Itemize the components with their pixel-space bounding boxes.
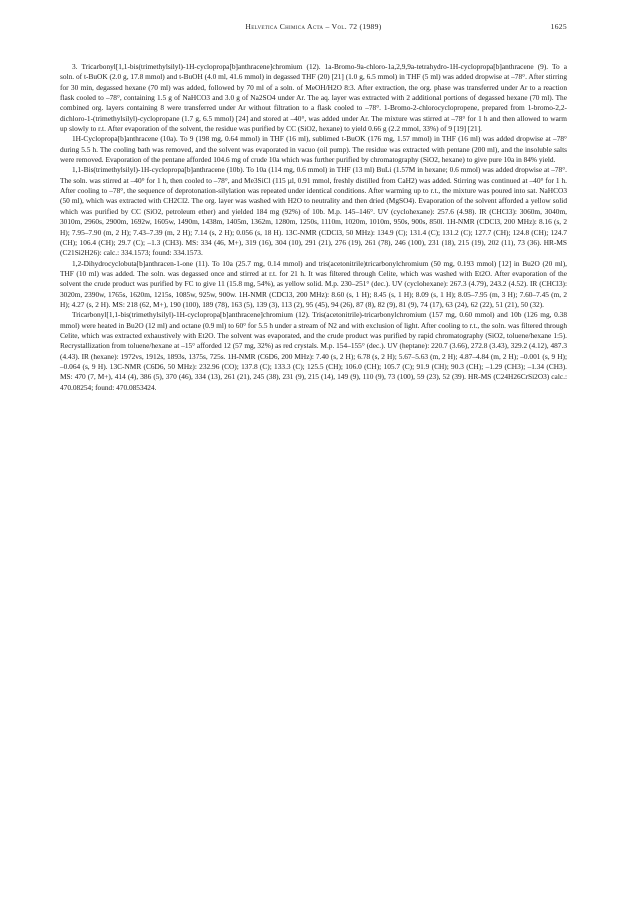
paragraph-compound-12: Tricarbonyl[1,1-bis(trimethylsilyl)-1H-cyclopropa[b]anthracene]chromium (12). Tris(acetonitrile)-tricarbonylchromium (157 mg, 0.60 mmol) and 10b (126 mg, 0.38 mmol) were heated in Bu2O (12 ml) and octane (0.9 ml) to 60° for 5.5 h under a stream of N2 and with exclusion of light. After cooling to r.t., the soln. was filtered through Celite, which was extracted exhaustively with Et2O. The solvent was evaporated, and the crude product was purified by rapid chromatography (SiO2, toluene/hexane 1:5). Recrystallization from toluene/hexane at –15° afforded 12 (57 mg, 32%) as red crystals. M.p. 154–155° (dec.). UV (heptane): 220.7 (3.66), 272.8 (3.43), 329.2 (4.12), 487.3 (4.43). IR (hexane): 1972vs, 1912s, 1893s, 1375s, 725s. 1H-NMR (C6D6, 200 MHz): 7.40 (s, 2 H); 6.78 (s, 2 H); 5.67–5.63 (m, 2 H); 4.87–4.84 (m, 2 H); –0.001 (s, 9 H); –0.064 (s, 9 H). 13C-NMR (C6D6, 50 MHz): 232.96 (CO); 137.8 (C); 133.3 (C); 125.5 (CH); 106.0 (CH); 105.7 (C); 91.9 (CH); 90.3 (CH); –1.29 (CH3); –1.34 (CH3). MS: 470 (7, M+), 414 (4), 386 (5), 370 (46), 334 (13), 261 (21), 245 (38), 231 (9), 215 (14), 149 (9), 110 (9), 73 (100), 59 (23), 52 (39). HR-MS (C24H26CrSi2O3) calc.: 470.08254; found: 470.0853424. <box>60 310 567 392</box>
journal-title: Helvetica Chimica Acta – Vol. 72 (1989) <box>245 22 382 31</box>
paragraph-compound-10b: 1,1-Bis(trimethylsilyl)-1H-cyclopropa[b]anthracene (10b). To 10a (114 mg, 0.6 mmol) in THF (13 ml) BuLi (1.57M in hexane; 0.6 mmol) was added dropwise at –78°. The soln. was stirred at –40° for 1 h, then cooled to –78°, and Me3SiCl (115 µl, 0.91 mmol, freshly distilled from CaH2) was added. Stirring was continued at –40° for 1 h. After cooling to –78°, the sequence of deprotonation-silylation was repeated under identical conditions. After warming up to r.t., the mixture was poured into sat. NaHCO3 (50 ml), which was extracted with CH2Cl2. The org. layer was washed with H2O to neutrality and then dried (MgSO4). Evaporation of the solvent afforded a yellow solid which was purified by CC (SiO2, petroleum ether) and yielded 184 mg (92%) of 10b. M.p. 145–146°. UV (cyclohexane): 257.6 (4.98). IR (CHCl3): 3060m, 3040m, 3010m, 2960s, 2900m, 1692w, 1605w, 1490m, 1438m, 1405m, 1362m, 1280m, 1250s, 1110m, 1020m, 1010m, 950s, 900s, 850l. 1H-NMR (CDCl3, 200 MHz): 8.16 (s, 2 H); 7.95–7.90 (m, 2 H); 7.43–7.39 (m, 2 H); 7.14 (s, 2 H); 0.056 (s, 18 H). 13C-NMR (CDCl3, 50 MHz): 134.9 (C); 131.4 (C); 131.2 (C); 127.7 (CH); 124.8 (CH); 124.7 (CH); 106.4 (CH); 29.7 (C); –1.3 (CH3). MS: 334 (46, M+), 319 (16), 304 (10), 291 (21), 276 (19), 261 (78), 246 (100), 231 (18), 215 (19), 202 (11), 73 (36). HR-MS (C21Si2H26): calc.: 334.1573; found: 334.1573. <box>60 165 567 258</box>
paragraph-compound-12-intro: 3. Tricarbonyl[1,1-bis(trimethylsilyl)-1H-cyclopropa[b]anthracene]chromium (12). 1a-Bromo-9a-chloro-1a,2,9,9a-tetrahydro-1H-cyclopropa[b]anthracene (9). To a soln. of t-BuOK (2.0 g, 17.8 mmol) and t-BuOH (4.0 ml, 41.6 mmol) in degassed THF (20) [21] (1.0 g, 6.5 mmol) in THF (5 ml) was added dropwise at –78°. After stirring for 30 min, degassed hexane (70 ml) was added, followed by 70 ml of a soln. of MeOH/H2O 8:3. After extraction, the org. phase was transferred under Ar to a reaction flask cooled to –78°, containing 1.5 g of NaHCO3 and 3.0 g of Na2SO4 under Ar. The aq. layer was extracted with 2 additional portions of degassed hexane (70 ml). The combined org. layers containing 8 were transferred under Ar without filtration to a flask cooled to –78°. 1-Bromo-2-chlorocyclopropene, prepared from 1-bromo-2,2-dichloro-1-(trimethylsilyl)-cyclopropane (1.7 g, 6.5 mmol) [24] and stored at –40°, was added under Ar. The mixture was stirred at –78° for 1 h and then allowed to warm up slowly to r.t. After evaporation of the solvent, the residue was purified by CC (SiO2, hexane) to yield 0.66 g (2.2 mmol, 33%) of 9 [19] [21]. <box>60 62 567 134</box>
article-body <box>60 62 567 393</box>
page-number: 1625 <box>550 22 567 31</box>
running-header <box>60 22 567 36</box>
journal-page <box>60 22 567 393</box>
paragraph-compound-11: 1,2-Dihydrocyclobuta[b]anthracen-1-one (11). To 10a (25.7 mg, 0.14 mmol) and tris(acetonitrile)tricarbonylchromium (50 mg, 0.193 mmol) [12] in Bu2O (20 ml), THF (10 ml) was added. The soln. was degassed once and stirred at r.t. for 21 h. It was filtered through Celite, which was washed with Et2O. After evaporation of the solvent the crude product was purified by FC to give 11 (15.8 mg, 54%), as yellow solid. M.p. 230–251° (dec.). UV (cyclohexane): 267.3 (4.79), 243.2 (4.52). IR (CHCl3): 3020m, 2390w, 1765s, 1620m, 1215s, 1085w, 925w, 900w. 1H-NMR (CDCl3, 200 MHz): 8.60 (s, 1 H); 8.45 (s, 1 H); 8.09 (s, 1 H); 8.05–7.95 (m, 3 H); 7.60–7.45 (m, 2 H); 4.27 (s, 2 H). MS: 218 (62, M+), 190 (100), 189 (78), 163 (5), 139 (3), 113 (2), 95 (45), 94 (26), 87 (8), 82 (9), 81 (9), 74 (17), 63 (24), 62 (22), 51 (21), 50 (32). <box>60 258 567 309</box>
paragraph-compound-10a: 1H-Cyclopropa[b]anthracene (10a). To 9 (198 mg, 0.64 mmol) in THF (16 ml), sublimed t-BuOK (176 mg, 1.57 mmol) in THF (16 ml) was added dropwise at –78° during 5.5 h. The cooling bath was removed, and the solvent was evaporated in vacuo (oil pump). The residue was extracted with pentane (200 ml), and the insoluble salts were removed. Evaporation of the pentane afforded 104.6 mg of crude 10a which was further purified by chromatography (SiO2, hexane) to give pure 10a in 84% yield. <box>60 134 567 165</box>
